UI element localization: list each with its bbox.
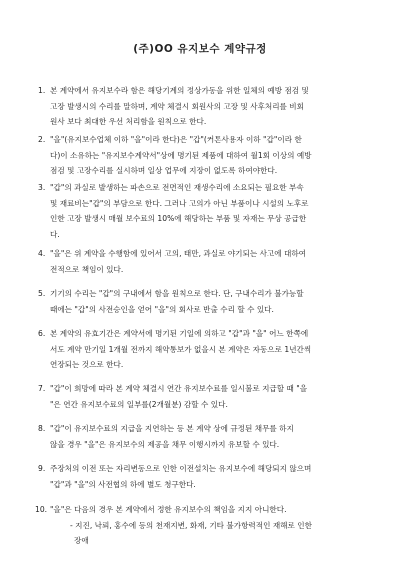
clause-line: 고장 발생시의 수리를 말하며, 계약 체결시 회원사의 고장 및 사후처리를 비회 — [50, 101, 304, 111]
clause-line: 본 계약의 유효기간은 계약서에 명기된 기일에 의하고 "갑"과 "을" 어느 한쪽에 — [50, 329, 309, 338]
clause-line: 때에는 "갑"의 사전승인을 얻어 "을"의 회사로 반출 수리 할 수 있다. — [50, 304, 274, 314]
clause-2 — [38, 132, 368, 179]
clause-line: 다)이 소유하는 "유지보수계약서"상에 명기된 제품에 대하여 월1회 이상의 예방 — [50, 150, 312, 160]
clause-line: "을"은 위 계약을 수행함에 있어서 고의, 태만, 과실로 야기되는 사고에 대하여 — [50, 249, 307, 258]
clause-line: "을"(유지보수업체 이하 "을"이라 한다)은 "갑"(커톤사용자 이하 "갑"이라 한 — [50, 135, 302, 144]
clause-number: 2. — [38, 135, 46, 144]
clause-3 — [38, 180, 368, 242]
clause-number: 9. — [38, 464, 46, 473]
clause-line: 다. — [50, 229, 60, 239]
clause-7 — [38, 381, 368, 412]
clause-9 — [38, 461, 368, 492]
clause-sub-line: 장애 — [74, 536, 89, 545]
clause-6 — [38, 326, 368, 373]
clause-number: 5. — [38, 289, 46, 298]
clause-8 — [38, 421, 368, 452]
clause-line: 및 재료비는"갑"의 부담으로 한다. 그러나 고의가 아닌 부품이나 시설의 노후로 — [50, 198, 309, 208]
clause-line: "은 연간 유지보수료의 일부를(2개월분) 감할 수 있다. — [50, 399, 228, 409]
clause-line: "을"은 다음의 경우 본 계약에서 정한 유지보수의 책임을 지지 아니한다. — [50, 505, 287, 514]
clause-1 — [38, 83, 368, 130]
clause-4 — [38, 246, 368, 277]
clause-number: 6. — [38, 329, 46, 338]
clause-line: 인한 고장 발생시 매월 보수료의 10%에 해당하는 부품 및 자재는 무상 공급한 — [50, 214, 307, 223]
clause-number: 1. — [38, 86, 46, 95]
clause-5 — [38, 286, 368, 317]
clause-line: 본 계약에서 유지보수라 함은 해당기계의 정상가동을 위한 일체의 예방 점검 및 — [50, 86, 309, 95]
clause-line: 주장처의 이전 또는 자리변동으로 인한 이전설치는 유지보수에 해당되지 않으며 — [50, 464, 312, 473]
clause-number: 7. — [38, 384, 46, 393]
clause-line: 서도 계약 만기일 1개월 전까지 해약통보가 없을시 본 계약은 자동으로 1년간씩 — [50, 344, 312, 354]
clause-line: 기기의 수리는 "갑"의 구내에서 함을 원칙으로 한다. 단, 구내수리가 불가능할 — [50, 289, 304, 298]
clause-number: 10. — [35, 505, 48, 514]
clause-number: 3. — [38, 183, 46, 192]
clause-line: "갑"의 과실로 발생하는 파손으로 전면적인 재생수리에 소요되는 필요한 부속 — [50, 183, 304, 192]
clause-line: 전적으로 책임이 있다. — [50, 264, 124, 274]
document-title: (주)OO 유지보수 계약규정 — [133, 43, 267, 55]
clause-number: 8. — [38, 424, 46, 433]
clause-line: 원사 보다 최대한 우선 처리함을 원칙으로 한다. — [50, 117, 207, 126]
clause-line: "갑"이 유지보수료의 지급을 지연하는 등 본 계약 상에 규정된 채무를 하지 — [50, 424, 294, 433]
clause-10 — [35, 502, 365, 549]
clause-line: 점검 및 고장수리를 실시하며 일상 업무에 지장이 없도록 하여야한다. — [50, 166, 278, 175]
clause-line: "갑"이 희망에 따라 본 계약 체결시 연간 유지보수료를 일시불로 지급할 때 "을 — [50, 384, 308, 393]
clause-number: 4. — [38, 249, 46, 258]
clause-sub-line: - 지진, 낙뢰, 홍수에 등의 천재지변, 화재, 기타 불가항력적인 재해로 인한 — [70, 520, 312, 530]
clause-line: "갑"과 "을"의 사전협의 하에 별도 청구한다. — [50, 479, 196, 489]
clause-line: 연장되는 것으로 한다. — [50, 360, 124, 369]
clause-line: 않을 경우 "을"은 유지보수의 제공을 채무 이행시까지 유보할 수 있다. — [50, 439, 280, 449]
